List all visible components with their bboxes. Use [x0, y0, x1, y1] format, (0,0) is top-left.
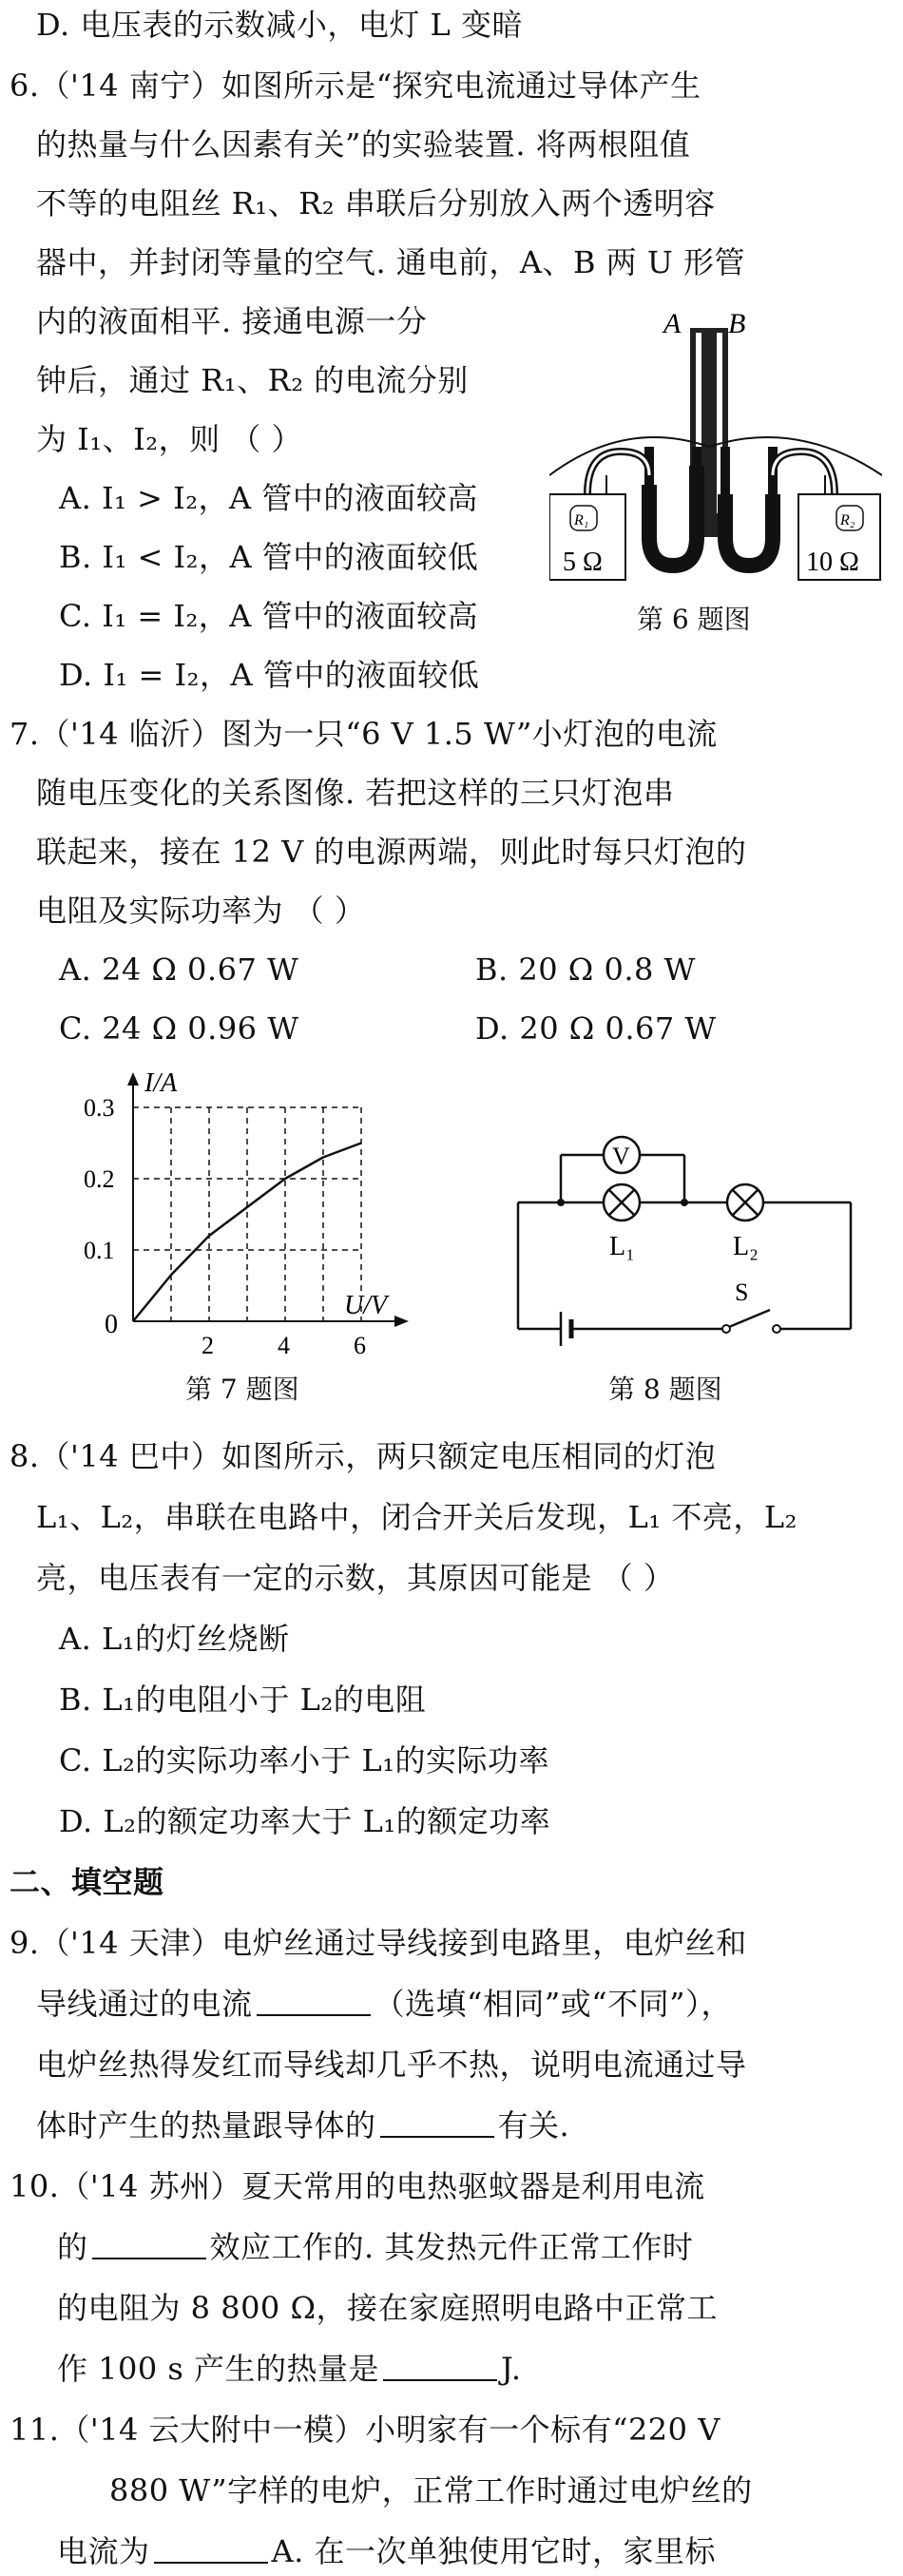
q9-line-2	[36, 1985, 732, 2023]
y-axis-label: I/A	[144, 1068, 178, 1098]
q9-text-b: （选填“相同”或“不同”），	[374, 1986, 732, 2022]
q6-option-a: A. I₁ > I₂，A 管中的液面较高	[59, 480, 478, 516]
q10-line-2	[57, 2228, 693, 2266]
q8-line-1: 8.（'14 巴中）如图所示，两只额定电压相同的灯泡	[10, 1438, 717, 1474]
q6-line-6: 钟后，通过 R₁、R₂ 的电流分别	[36, 362, 469, 398]
y-tick-label: 0.1	[84, 1237, 115, 1264]
switch-label: S	[735, 1278, 749, 1306]
x-axis-label: U/V	[344, 1291, 388, 1320]
lamp-l2-label: L₂	[733, 1232, 759, 1261]
y-axis-arrow	[127, 1072, 139, 1086]
q8-circuit	[509, 1122, 870, 1359]
iu-curve	[133, 1144, 361, 1322]
q10-blank-1[interactable]	[92, 2233, 206, 2259]
q7-line-1: 7.（'14 临沂）图为一只“6 V 1.5 W”小灯泡的电流	[10, 716, 718, 752]
r1-label: R₁	[574, 512, 589, 529]
q7-caption: 第 7 题图	[185, 1374, 299, 1405]
q9-text-d: 有关.	[497, 2107, 570, 2143]
q7-option-c: C. 24 Ω 0.96 W	[59, 1010, 299, 1047]
q9-line-1: 9.（'14 天津）电炉丝通过导线接到电路里，电炉丝和	[10, 1925, 747, 1961]
q10-blank-2[interactable]	[383, 2355, 497, 2381]
q9-text-c: 体时产生的热量跟导体的	[36, 2107, 376, 2143]
q11-line-1: 11.（'14 云大附中一模）小明家有一个标有“220 V	[10, 2412, 720, 2448]
q6-caption: 第 6 题图	[637, 604, 751, 635]
section-heading: 二、填空题	[10, 1864, 164, 1900]
q6-figure	[549, 304, 882, 589]
q10-text-b: 效应工作的. 其发热元件正常工作时	[209, 2229, 694, 2265]
q9-blank-1[interactable]	[257, 1990, 371, 2016]
q6-option-d: D. I₁ = I₂，A 管中的液面较低	[59, 657, 480, 693]
q10-text-a: 的	[57, 2229, 88, 2265]
q10-line-3: 的电阻为 8 800 Ω，接在家庭照明电路中正常工	[57, 2290, 718, 2326]
q8-option-b: B. L₁的电阻小于 L₂的电阻	[59, 1682, 427, 1718]
q7-line-3: 联起来，接在 12 V 的电源两端，则此时每只灯泡的	[36, 834, 747, 870]
q11-text-b: A. 在一次单独使用它时，家里标	[271, 2533, 716, 2569]
lamp-l2-icon	[727, 1184, 763, 1221]
q6-label-a: A	[663, 308, 682, 339]
q7-line-2: 随电压变化的关系图像. 若把这样的三只灯泡串	[36, 775, 675, 811]
q9-text-a: 导线通过的电流	[36, 1986, 253, 2022]
x-tick-label: 6	[354, 1332, 366, 1359]
x-tick-label: 2	[202, 1332, 214, 1359]
q8-line-3: 亮，电压表有一定的示数，其原因可能是 （ ）	[36, 1560, 675, 1596]
origin-label: 0	[105, 1310, 118, 1339]
q10-text-c: 作 100 s 产生的热量是	[57, 2351, 380, 2387]
q7-option-a: A. 24 Ω 0.67 W	[59, 952, 299, 988]
r2-label: R₂	[840, 512, 855, 529]
y-tick-label: 0.2	[84, 1165, 115, 1193]
q8-line-2: L₁、L₂，串联在电路中，闭合开关后发现，L₁ 不亮，L₂	[36, 1499, 797, 1535]
voltmeter-label: V	[612, 1143, 630, 1170]
q11-text-a: 电流为	[57, 2533, 150, 2569]
q8-option-a: A. L₁的灯丝烧断	[59, 1621, 290, 1657]
q7-iu-chart	[76, 1065, 418, 1388]
x-axis-arrow	[394, 1316, 409, 1327]
q6-option-c: C. I₁ = I₂，A 管中的液面较高	[59, 598, 479, 634]
q9-blank-2[interactable]	[380, 2111, 494, 2138]
battery-icon	[561, 1312, 571, 1346]
q7-option-b: B. 20 Ω 0.8 W	[475, 952, 696, 988]
q10-text-d: J.	[501, 2351, 522, 2387]
q9-line-4	[36, 2106, 569, 2144]
q11-line-2: 880 W”字样的电炉，正常工作时通过电炉丝的	[109, 2472, 753, 2509]
x-tick-label: 4	[278, 1332, 290, 1359]
r1-value: 5 Ω	[563, 548, 603, 577]
q6-line-2: 的热量与什么因素有关”的实验装置. 将两根阻值	[36, 126, 691, 163]
q11-line-3	[57, 2532, 716, 2570]
switch-icon	[722, 1310, 780, 1333]
r2-value: 10 Ω	[806, 548, 859, 577]
q6-line-1: 6.（'14 南宁）如图所示是“探究电流通过导体产生	[10, 67, 701, 104]
q8-option-c: C. L₂的实际功率小于 L₁的实际功率	[59, 1742, 550, 1778]
q8-caption: 第 8 题图	[608, 1374, 722, 1405]
q5-option-d: D. 电压表的示数减小，电灯 L 变暗	[36, 7, 523, 43]
lamp-l1-icon	[604, 1184, 640, 1221]
q6-line-7: 为 I₁、I₂，则 （ ）	[36, 421, 302, 457]
q6-line-3: 不等的电阻丝 R₁、R₂ 串联后分别放入两个透明容	[36, 185, 716, 221]
q10-line-1: 10.（'14 苏州）夏天常用的电热驱蚊器是利用电流	[10, 2168, 705, 2204]
q11-blank-1[interactable]	[154, 2537, 268, 2564]
q6-line-5: 内的液面相平. 接通电源一分	[36, 303, 428, 339]
q9-line-3: 电炉丝热得发红而导线却几乎不热，说明电流通过导	[36, 2047, 747, 2083]
q7-line-4: 电阻及实际功率为 （ ）	[36, 893, 366, 929]
q6-line-4: 器中，并封闭等量的空气. 通电前，A、B 两 U 形管	[36, 244, 745, 280]
lamp-l1-label: L₁	[609, 1232, 635, 1261]
q6-label-b: B	[728, 308, 746, 339]
q6-option-b: B. I₁ < I₂，A 管中的液面较低	[59, 539, 479, 575]
q10-line-4	[57, 2350, 522, 2388]
y-tick-label: 0.3	[84, 1094, 115, 1122]
q8-option-d: D. L₂的额定功率大于 L₁的额定功率	[59, 1803, 551, 1839]
q7-option-d: D. 20 Ω 0.67 W	[475, 1010, 717, 1047]
